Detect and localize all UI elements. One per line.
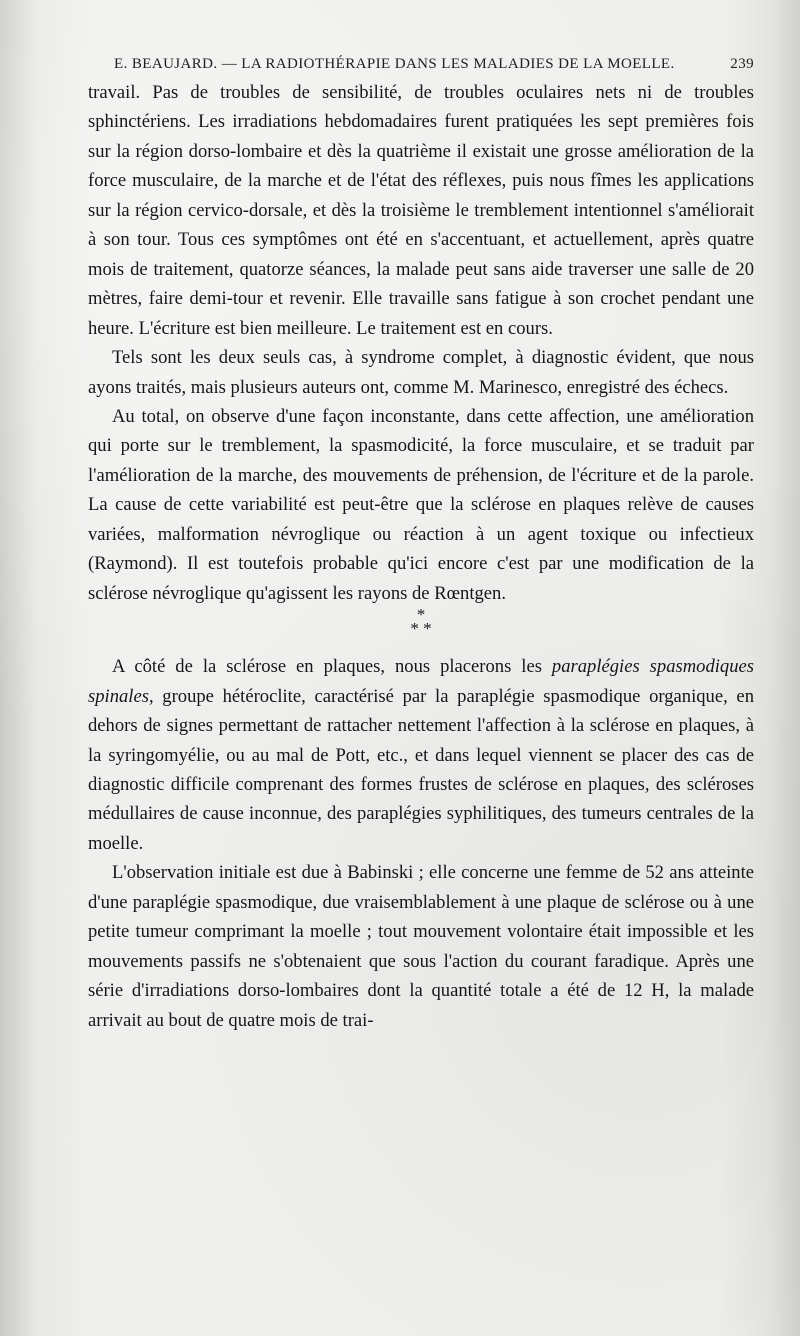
book-page <box>88 56 754 1035</box>
paragraph-5: L'observation initiale est due à Babinski ; elle concerne une femme de 52 ans atteinte d'une paraplégie spasmodique, due vraisemblablement à une plaque de sclérose ou à une petite tumeur comprimant la moelle ; tout mouvement volontaire était impossible et les mouvements passifs ne s'obtenaient que sous l'action du courant faradique. Après une série d'irradiations dorso-lombaires dont la quantité totale a été de 12 H, la malade arrivait au bout de quatre mois de trai- <box>88 862 754 1031</box>
asterism-bottom: * * <box>410 619 432 639</box>
paragraph-2: Tels sont les deux seuls cas, à syndrome complet, à diagnostic évident, que nous ayons traités, mais plusieurs auteurs ont, comme M. Marinesco, enregistré des échecs. <box>88 347 754 398</box>
body-text <box>88 78 754 1035</box>
asterism-divider <box>88 605 754 652</box>
paragraph-4 <box>88 652 754 858</box>
running-header <box>88 56 754 73</box>
paragraph-1: travail. Pas de troubles de sensibilité, de troubles oculaires nets ni de troubles sphinctériens. Les irradiations hebdomadaires furent pratiquées les sept premières fois sur la région dorso-lombaire et dès la quatrième il existait une grosse amélioration de la force musculaire, de la marche et de l'état des réflexes, puis nous fîmes les applications sur la région cervico-dorsale, et dès la troisième le tremblement intentionnel s'améliorait à son tour. Tous ces symptômes ont été en s'accentuant, et actuellement, après quatre mois de traitement, quatorze séances, la malade peut sans aide traverser une salle de 20 mètres, faire demi-tour et revenir. Elle travaille sans fatigue à son crochet pendant une heure. L'écriture est bien meilleure. Le traitement est en cours. <box>88 82 754 339</box>
asterism-top: * <box>416 605 426 625</box>
paragraph-4-rest: , groupe hétéroclite, caractérisé par la paraplégie spasmodique organique, en dehors de signes permettant de rattacher nettement l'affection à la sclérose en plaques, à la syringomyélie, ou au mal de Pott, etc., et dans lequel viennent se placer des cas de diagnostic difficile comprenant des formes frustes de sclérose en plaques, des scléroses médullaires de cause inconnue, des paraplégies syphilitiques, des tumeurs centrales de la moelle. <box>88 685 754 854</box>
paragraph-4-intro: A côté de la sclérose en plaques, nous placerons les <box>112 656 552 678</box>
paragraph-4-italic-term: paraplégies spasmodiques spinales <box>88 656 755 707</box>
paragraph-3: Au total, on observe d'une façon inconstante, dans cette affection, une amélioration qui porte sur le tremblement, la spasmodicité, la force musculaire, et se traduit par l'amélioration de la marche, des mouvements de préhension, de l'écriture et de la parole. La cause de cette variabilité est peut-être que la sclérose en plaques relève de causes variées, malformation névroglique ou réaction à un agent toxique ou infectieux (Raymond). Il est toutefois probable qu'ici encore c'est par une modification de la sclérose névroglique qu'agissent les rayons de Rœntgen. <box>88 405 754 604</box>
running-title: E. BEAUJARD. — LA RADIOTHÉRAPIE DANS LES MALADIES DE LA MOELLE. <box>114 56 675 72</box>
page-number: 239 <box>730 56 754 72</box>
